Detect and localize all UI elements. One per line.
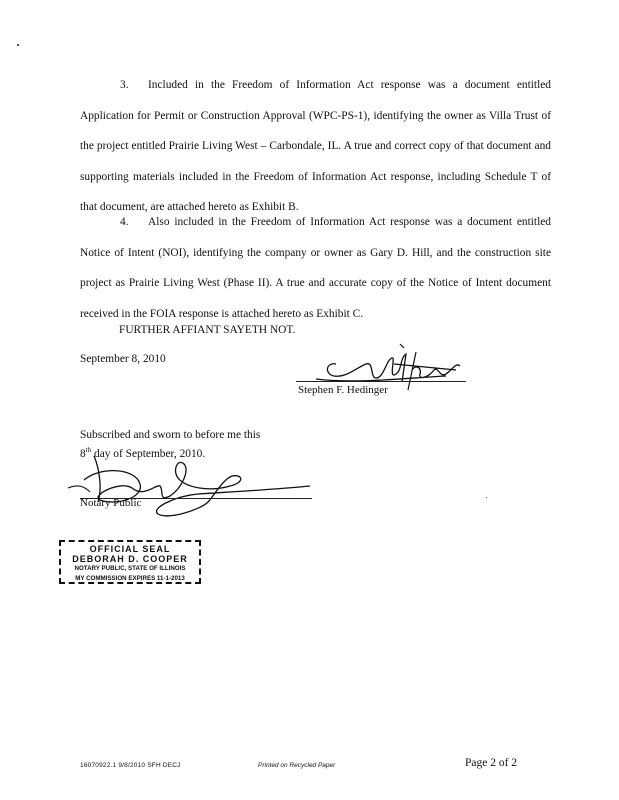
footer-doc-id: 16070922.1 9/8/2010 SFH DECJ <box>80 762 181 769</box>
signature-line <box>296 381 466 382</box>
notary-seal-stamp <box>59 540 201 584</box>
paragraph-number: 4. <box>120 216 129 228</box>
closing-statement: FURTHER AFFIANT SAYETH NOT. <box>119 324 296 336</box>
jurat-day: 8 <box>80 447 86 460</box>
scan-speck <box>17 44 19 46</box>
jurat-line-1: Subscribed and sworn to before me this <box>80 429 261 441</box>
paragraph-3 <box>80 70 551 223</box>
paragraph-text: Also included in the Freedom of Information Act response was a document entitled Notice of Intent (NOI), identifying the company or owner as Gary D. Hill, and the construction site project as Prairie Living West (Phase II). A true and accurate copy of the Notice of Intent document received in the FOIA response is attached hereto as Exhibit C. <box>80 216 551 320</box>
footer-printed-note: Printed on Recycled Paper <box>258 762 336 769</box>
signature-date: September 8, 2010 <box>80 353 166 365</box>
stamp-line-4: MY COMMISSION EXPIRES 11-1-2013 <box>75 575 185 582</box>
notary-signature <box>60 440 320 530</box>
jurat-line-2: day of September, 2010. <box>91 447 206 460</box>
notary-label: Notary Public <box>80 497 142 509</box>
paragraph-text: Included in the Freedom of Information Act response was a document entitled Application for Permit or Construction Approval (WPC-PS-1), identifying the owner as Villa Trust of the project entitled Prairie Living West – Carbondale, IL. A true and correct copy of that document and supporting materials included in the Freedom of Information Act response, including Schedule T of that document, are attached hereto as Exhibit B. <box>80 79 551 214</box>
stamp-line-1: OFFICIAL SEAL <box>89 544 171 554</box>
signer-name: Stephen F. Hedinger <box>298 384 388 396</box>
stamp-line-3: NOTARY PUBLIC, STATE OF ILLINOIS <box>74 565 186 572</box>
paragraph-4 <box>80 207 551 329</box>
jurat-day-suffix: th <box>85 445 92 454</box>
scan-speck <box>486 497 487 498</box>
page-number: Page 2 of 2 <box>465 757 518 769</box>
paragraph-number: 3. <box>120 79 129 91</box>
stamp-line-2: DEBORAH D. COOPER <box>72 554 188 564</box>
